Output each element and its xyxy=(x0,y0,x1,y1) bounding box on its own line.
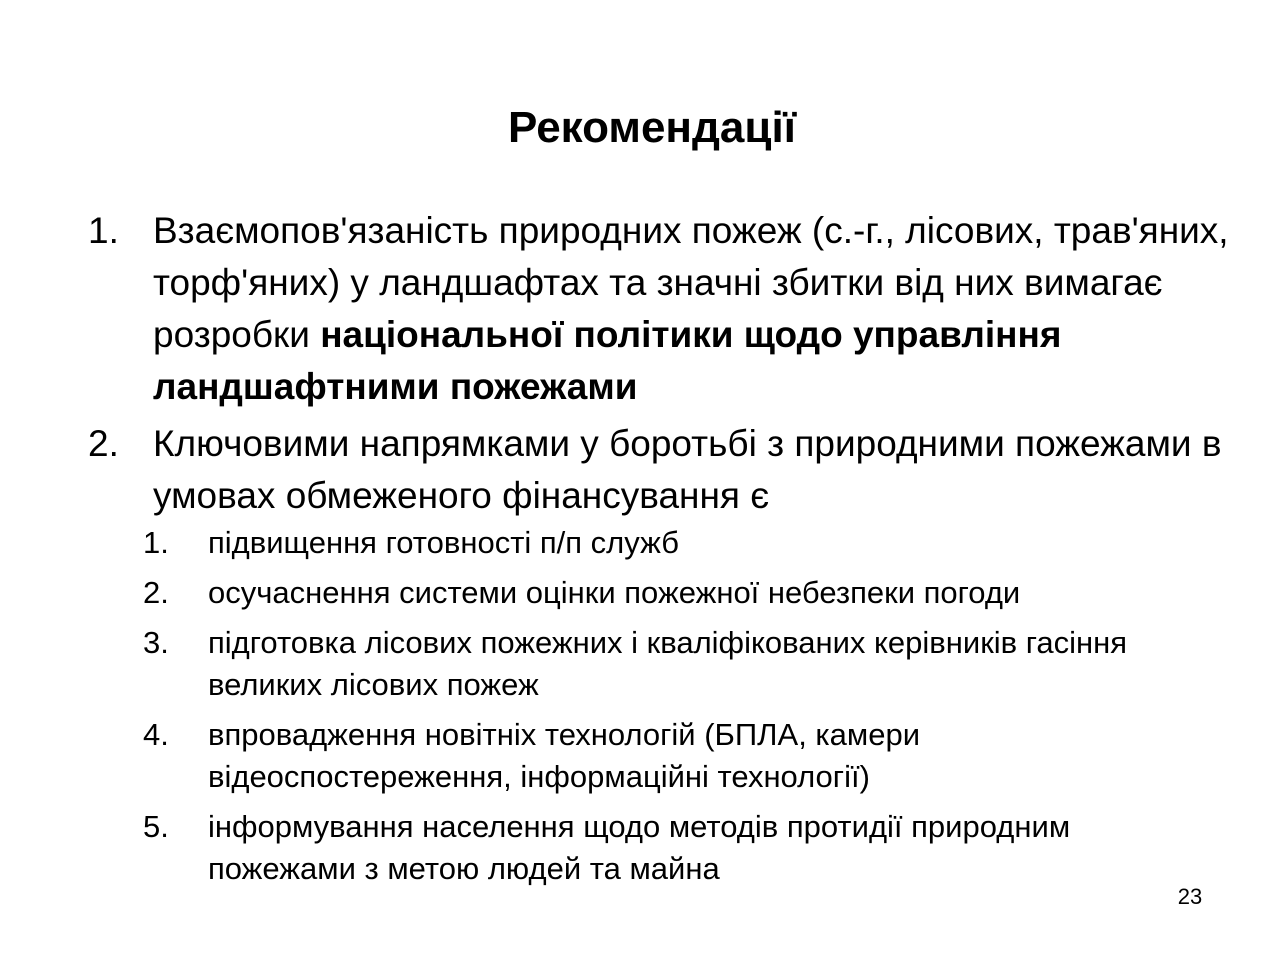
sub-item-text: осучаснення системи оцінки пожежної небезпеки погоди xyxy=(208,575,1021,610)
sub-item-text: підготовка лісових пожежних і кваліфікованих керівників гасіння великих лісових пожеж xyxy=(208,625,1128,702)
sub-list-item-5 xyxy=(143,806,1203,890)
sub-list-item-3 xyxy=(143,622,1203,706)
sub-list-item-1 xyxy=(143,522,1203,564)
sub-item-number: 4. xyxy=(143,717,169,752)
list-item-text-plain: Взаємопов'язаність природних пожеж (с.-г., лісових, трав'яних, торф'яних) у ландшафтах та значні збитки від них вимагає розробки xyxy=(153,210,1229,355)
recommendations-list xyxy=(88,205,1238,890)
list-item-1 xyxy=(88,205,1238,413)
sub-item-text: впровадження новітніх технологій (БПЛА, камери відеоспостереження, інформаційні технології) xyxy=(208,717,921,794)
sub-item-number: 2. xyxy=(143,575,169,610)
sub-item-text: підвищення готовності п/п служб xyxy=(208,525,679,560)
sub-list-item-4 xyxy=(143,714,1203,798)
page-number: 23 xyxy=(1177,884,1203,909)
list-item-number: 1. xyxy=(88,210,119,251)
list-item-text: Ключовими напрямками у боротьбі з природними пожежами в умовах обмеженого фінансування є xyxy=(153,423,1222,516)
list-item-number: 2. xyxy=(88,423,119,464)
slide-title: Рекомендації xyxy=(507,103,797,152)
list-item-text xyxy=(153,210,1229,407)
sub-list-item-2 xyxy=(143,572,1203,614)
sub-item-number: 3. xyxy=(143,625,169,660)
list-item-text-bold: національної політики щодо управління ландшафтними пожежами xyxy=(153,314,1062,407)
sub-item-number: 1. xyxy=(143,525,169,560)
list-item-2 xyxy=(88,418,1238,890)
sub-list xyxy=(143,522,1203,890)
sub-item-number: 5. xyxy=(143,809,169,844)
sub-item-text: інформування населення щодо методів протидії природним пожежами з метою людей та майна xyxy=(208,809,1071,886)
